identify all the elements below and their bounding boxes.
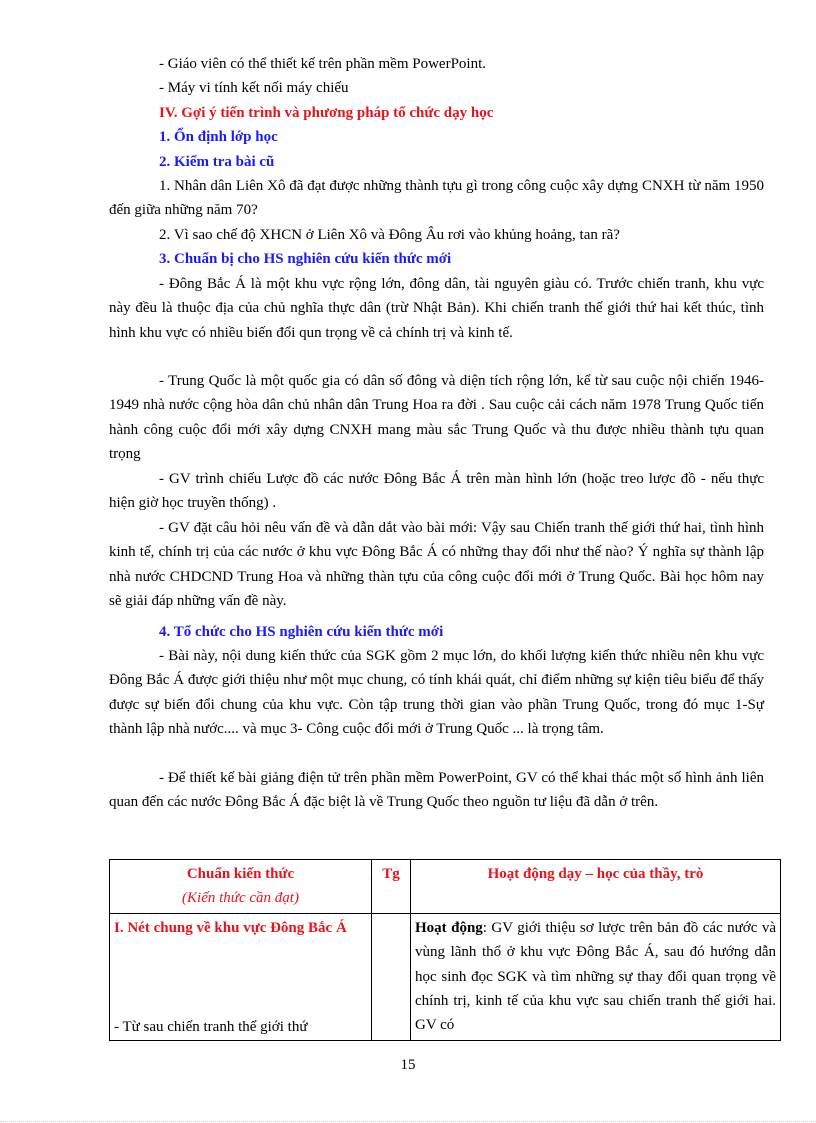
- activity-label: Hoạt động: [415, 919, 483, 936]
- heading-1: 1. Ổn định lớp học: [159, 129, 278, 145]
- heading-3: 3. Chuẩn bị cho HS nghiên cứu kiến thức mới: [159, 251, 452, 267]
- table-header-row: [110, 860, 781, 914]
- header-tg: Tg: [372, 860, 411, 914]
- cell-tg: [372, 913, 411, 1040]
- question-2: 2. Vì sao chế độ XHCN ở Liên Xô và Đông Âu rơi vào khủng hoảng, tan rã?: [159, 227, 620, 243]
- paragraph-dong-bac-a: - Đông Bắc Á là một khu vực rộng lớn, đông dân, tài nguyên giàu có. Trước chiến tranh, khu vực này đều là thuộc địa của chủ nghĩa thực dân (trừ Nhật Bản). Khi chiến tranh thế giới thứ hai kết thúc, tình hình khu vực có nhiều biến đổi qun trọng về cả chính trị và kinh tế.: [109, 276, 764, 341]
- heading-2: 2. Kiểm tra bài cũ: [159, 154, 275, 170]
- table-row: [110, 913, 781, 1040]
- paragraph-bai-nay: - Bài này, nội dung kiến thức của SGK gồm 2 mục lớn, do khối lượng kiến thức nhiều nên khu vực Đông Bắc Á được giới thiệu như một mục chung, có tính khái quát, chỉ điểm những sự kiện tiêu biểu để thấy được sự biến đổi chung của khu vực. Còn tập trung thời gian vào phần Trung Quốc, trong đó mục 1-Sự thành lập nhà nước.... và mục 3- Công cuộc đổi mới ở Trung Quốc ... là trọng tâm.: [109, 648, 764, 738]
- header-hoat-dong: Hoạt động dạy – học của thầy, trò: [411, 860, 781, 914]
- paragraph-thiet-ke-bai-giang: - Để thiết kế bài giảng điện tử trên phần mềm PowerPoint, GV có thể khai thác một số hình ảnh liên quan đến các nước Đông Bắc Á đặc biệt là về Trung Quốc theo nguồn tư liệu đã dẫn ở trên.: [109, 770, 764, 811]
- question-1: 1. Nhân dân Liên Xô đã đạt được những thành tựu gì trong công cuộc xây dựng CNXH từ năm 1950 đến giữa những năm 70?: [109, 178, 764, 219]
- header-col1-title: Chuẩn kiến thức: [186, 866, 295, 882]
- row-text-tu-sau: - Từ sau chiến tranh thế giới thứ: [114, 1019, 308, 1036]
- paragraph-trung-quoc: - Trung Quốc là một quốc gia có dân số đông và diện tích rộng lớn, kể từ sau cuộc nội chiến 1946-1949 nhà nước cộng hòa dân chủ nhân dân Trung Hoa ra đời . Sau cuộc cải cách năm 1978 Trung Quốc tiến hành công cuộc đổi mới xây dựng CNXH mang màu sắc Trung Quốc và thu được nhiều thành tựu quan trọng: [109, 373, 764, 463]
- lesson-table: [109, 859, 781, 1041]
- header-col1-subtitle: (Kiến thức cần đạt): [182, 890, 299, 907]
- cell-hoat-dong: [411, 913, 781, 1040]
- header-chuan-kien-thuc: [110, 860, 372, 914]
- section-iv-heading: IV. Gợi ý tiến trình và phương pháp tổ chức dạy học: [159, 105, 494, 121]
- page-number: 15: [400, 1057, 416, 1073]
- paragraph-gv-dat-cau-hoi: - GV đặt câu hỏi nêu vấn đề và dẫn dắt vào bài mới: Vậy sau Chiến tranh thế giới thứ hai, tình hình kinh tế, chính trị của các nước ở khu vực Đông Bắc Á có những thay đổi như thế nào? Ý nghĩa sự thành lập nhà nước CHDCND Trung Hoa và những thàn tựu của công cuộc đổi mới ở Trung Quốc. Bài học hôm nay sẽ giải đáp những vấn đề này.: [109, 520, 764, 610]
- cell-chuan-kien-thuc: [110, 913, 372, 1040]
- bullet-projector: - Máy vi tính kết nối máy chiếu: [159, 80, 349, 96]
- row-heading-net-chung: I. Nét chung về khu vực Đông Bắc Á: [114, 919, 347, 936]
- page-bottom-divider: [0, 1121, 816, 1122]
- activity-text: : GV giới thiệu sơ lược trên bản đồ các nước và vùng lãnh thổ ở khu vực Đông Bắc Á, sau đó hướng dẫn học sinh đọc SGK và tìm những sự thay đổi quan trọng về chính trị, kinh tế của khu vực sau chiến tranh thế giới hai. GV có: [415, 919, 776, 1034]
- paragraph-gv-trinh-chieu: - GV trình chiếu Lược đồ các nước Đông Bắc Á trên màn hình lớn (hoặc treo lược đồ - nếu thực hiện giờ học truyền thống) .: [109, 471, 764, 512]
- heading-4: 4. Tổ chức cho HS nghiên cứu kiến thức mới: [159, 624, 444, 640]
- bullet-powerpoint: - Giáo viên có thể thiết kế trên phần mềm PowerPoint.: [159, 56, 487, 72]
